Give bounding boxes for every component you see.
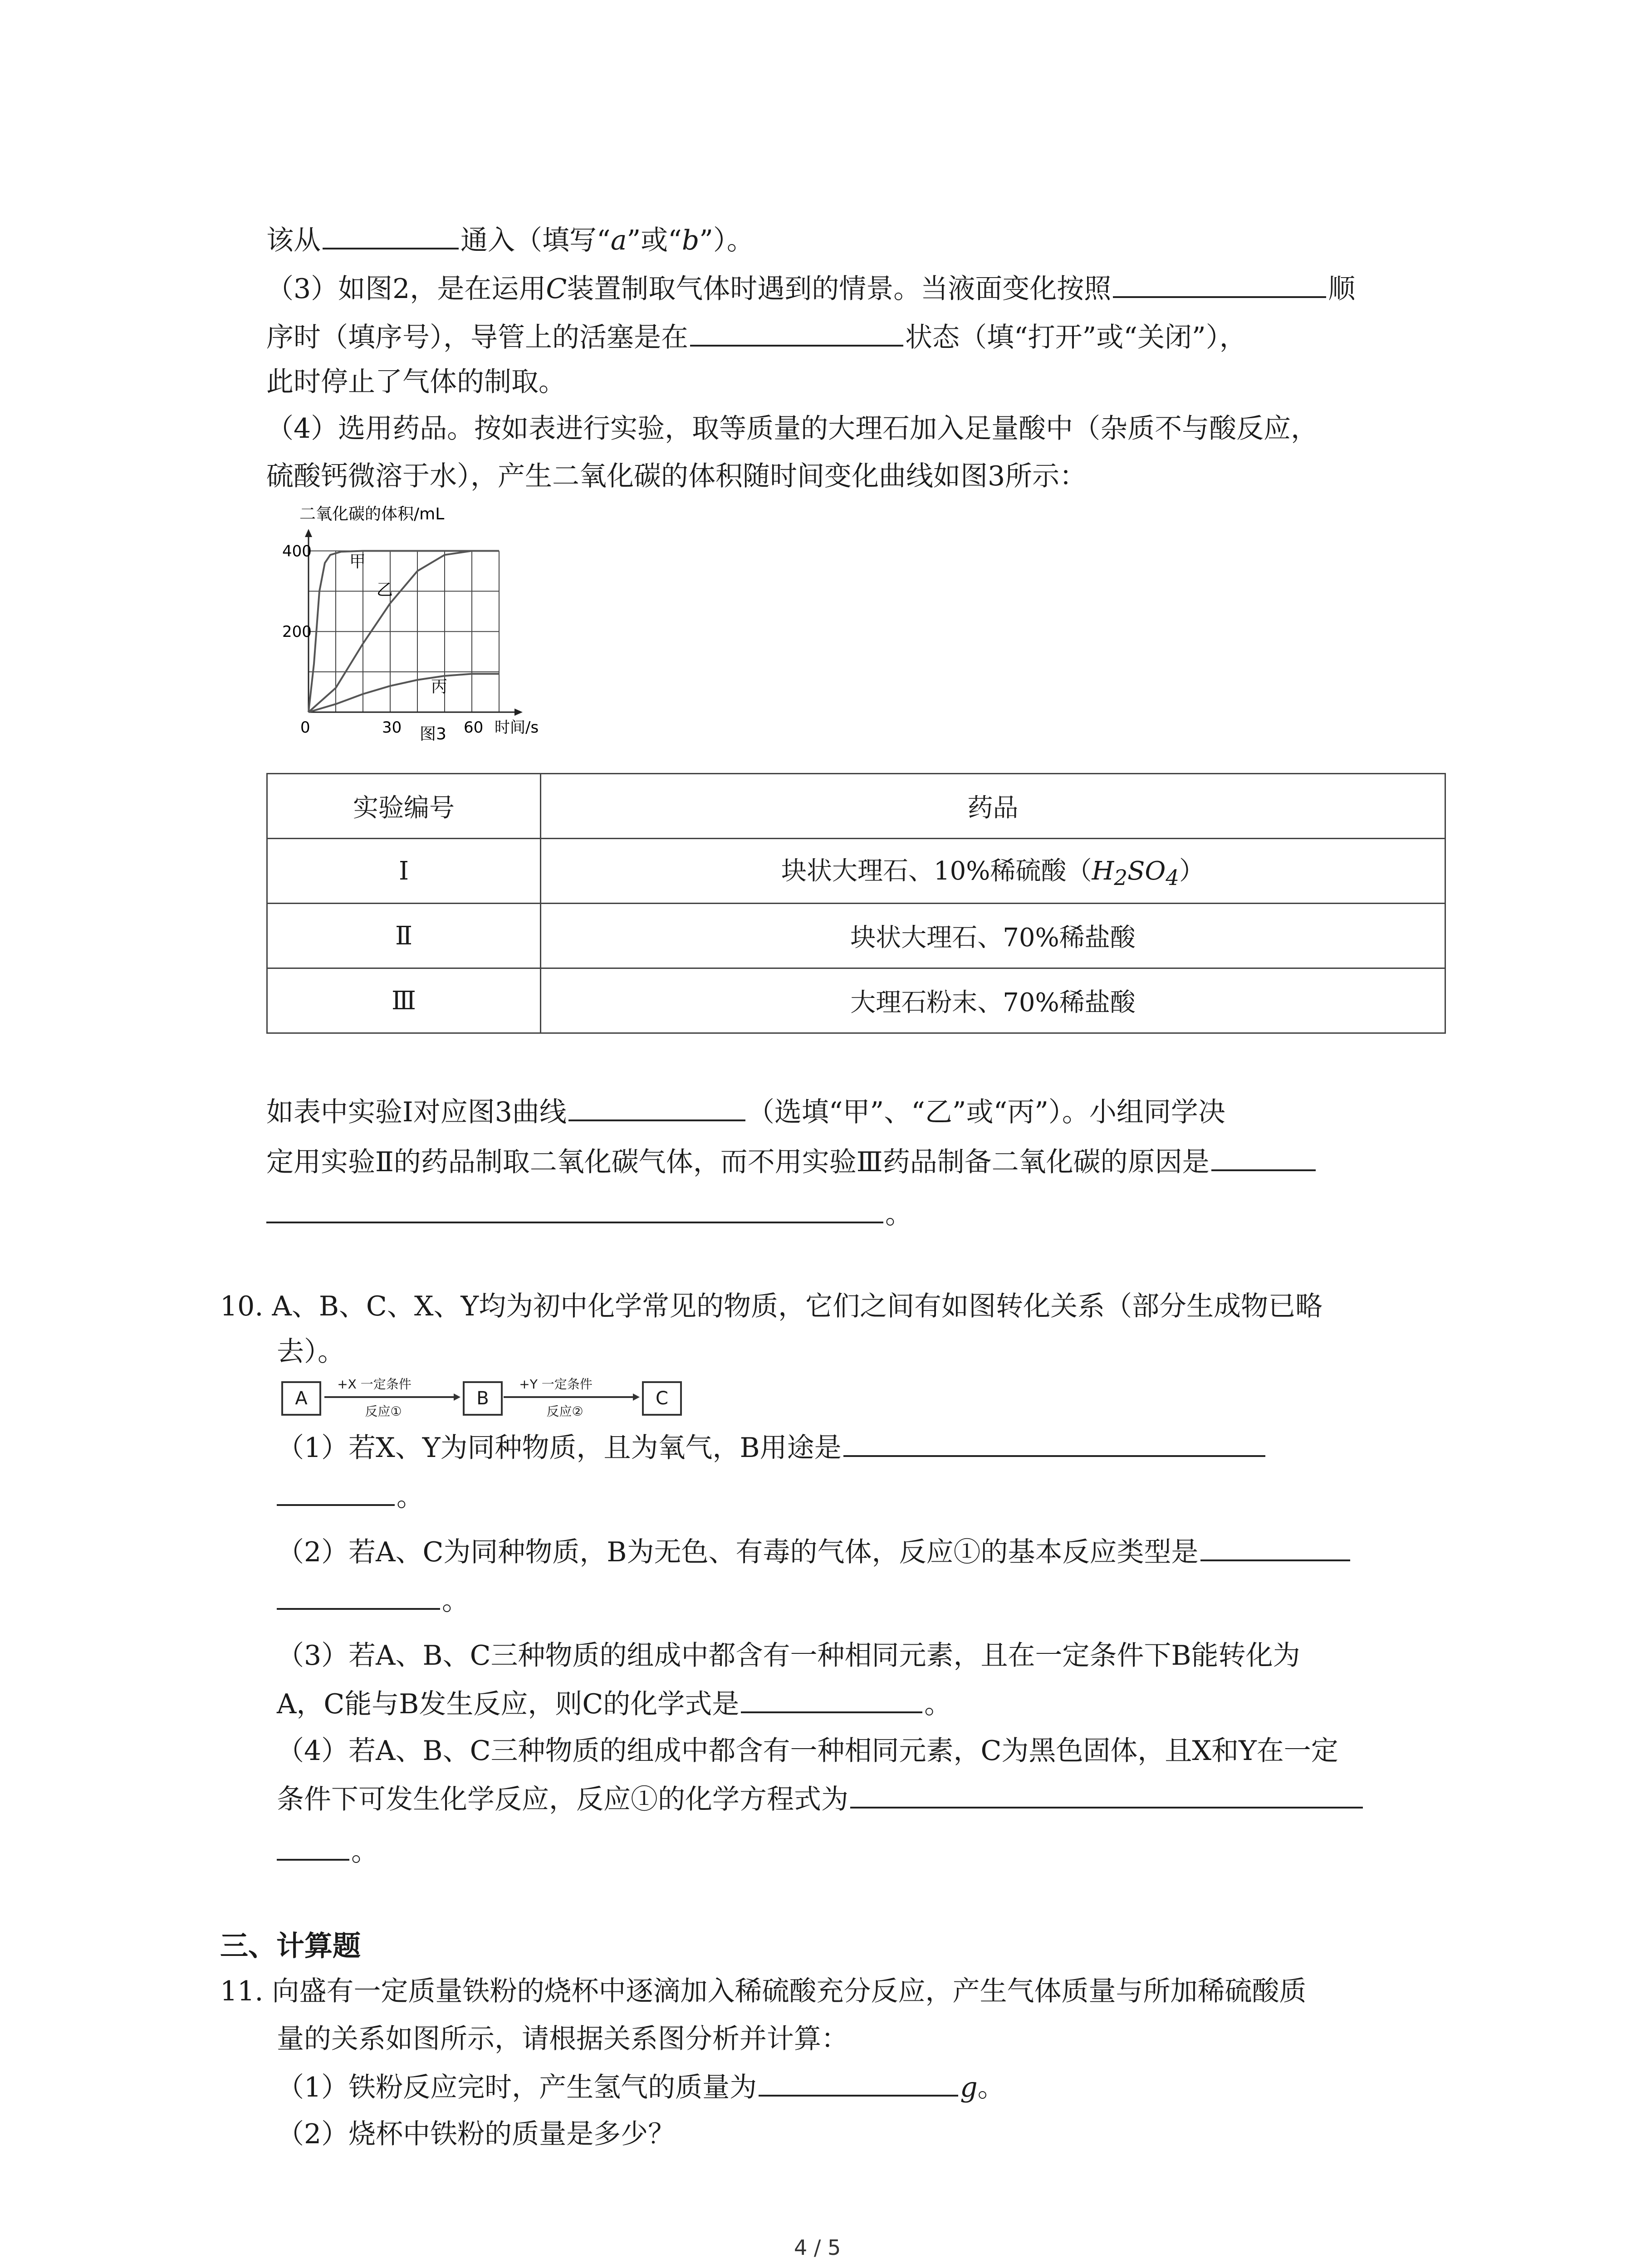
- curve-label: 乙: [377, 581, 393, 600]
- text: 向盛有一定质量铁粉的烧杯中逐滴加入稀硫酸充分反应，产生气体质量与所加稀硫酸质: [272, 1975, 1307, 2007]
- answer-blank[interactable]: [759, 2068, 958, 2097]
- page-number: 4 / 5: [794, 2235, 841, 2260]
- answer-blank[interactable]: [568, 1093, 745, 1121]
- text: 顺: [1328, 273, 1356, 305]
- q10-sub1-end: [277, 1478, 424, 1515]
- answer-blank[interactable]: [277, 1833, 349, 1861]
- text: 。: [885, 1198, 912, 1230]
- text: 。: [442, 1585, 469, 1617]
- reaction2-label: 反应②: [546, 1404, 583, 1419]
- answer-blank[interactable]: [277, 1478, 395, 1506]
- x-tick-label: 0: [300, 719, 310, 737]
- text: C: [546, 273, 567, 305]
- x-tick-label: 30: [382, 719, 402, 737]
- drug-table: [266, 773, 1446, 1034]
- text: 块状大理石、10%稀硫酸（: [781, 856, 1092, 886]
- x-axis-label: 时间/s: [495, 719, 539, 737]
- q9-part3-line2: [266, 318, 1247, 356]
- q9-part4-line1: （4）选用药品。按如表进行实验，取等质量的大理石加入足量酸中（杂质不与酸反应，: [266, 413, 1318, 445]
- text: 定用实验Ⅱ的药品制取二氧化碳气体，而不用实验Ⅲ药品制备二氧化碳的原因是: [266, 1146, 1210, 1178]
- text: 状态（填“打开”或“关闭”），: [905, 322, 1247, 353]
- table-row: [267, 839, 1445, 904]
- q9-part3-line3: 此时停止了气体的制取。: [266, 366, 566, 398]
- header-drug: 药品: [541, 774, 1445, 839]
- y-axis-arrow: [305, 529, 312, 537]
- answer-blank[interactable]: [690, 318, 903, 347]
- text: （1）铁粉反应完时，产生氢气的质量为: [277, 2072, 757, 2103]
- q10-stem-line1: [220, 1288, 1323, 1325]
- q11-stem-line1: [220, 1973, 1307, 2009]
- q9-part3-line1: [266, 270, 1355, 307]
- answer-blank[interactable]: [1211, 1143, 1316, 1171]
- arrow-icon: [504, 1393, 640, 1402]
- curve-label: 甲: [349, 552, 366, 571]
- x-tick-label: 60: [464, 719, 484, 737]
- q11-sub1: [277, 2068, 1005, 2106]
- drug-cell: [541, 839, 1445, 904]
- table-row: [267, 968, 1445, 1033]
- arrow-icon: [324, 1393, 460, 1402]
- formula: SO: [1127, 856, 1166, 886]
- text: 。: [977, 2072, 1005, 2103]
- q10-sub2-end: [277, 1582, 469, 1619]
- figure-3-chart: [281, 499, 590, 771]
- box-b: B: [463, 1381, 503, 1416]
- text: ”）。: [699, 225, 754, 256]
- q9-part4-line2: 硫酸钙微溶于水），产生二氧化碳的体积随时间变化曲线如图3所示：: [266, 460, 1087, 492]
- text: （选填“甲”、“乙”或“丙”）。小组同学决: [747, 1096, 1225, 1128]
- q10-sub3-line1: （3）若A、B、C三种物质的组成中都含有一种相同元素，且在一定条件下B能转化为: [277, 1640, 1300, 1672]
- option-a: a: [610, 225, 627, 256]
- unit: g: [960, 2072, 978, 2103]
- q9-after-line1: [266, 1093, 1225, 1130]
- text: 条件下可发生化学反应，反应①的化学方程式为: [277, 1784, 848, 1815]
- q11-stem-line2: 量的关系如图所示，请根据关系图分析并计算：: [277, 2023, 848, 2055]
- q10-sub4-line2: [277, 1780, 1365, 1818]
- drug-cell: 大理石粉末、70%稀盐酸: [541, 968, 1445, 1033]
- q9-cont-line: [266, 221, 754, 259]
- answer-blank[interactable]: [277, 1582, 440, 1610]
- text: 。: [924, 1688, 952, 1720]
- text: A、B、C、X、Y均为初中化学常见的物质，它们之间有如图转化关系（部分生成物已略: [272, 1290, 1323, 1322]
- answer-blank[interactable]: [323, 221, 459, 249]
- exp-id: Ⅰ: [267, 839, 541, 904]
- table-row: [267, 904, 1445, 968]
- formula: H: [1092, 856, 1114, 886]
- table-header-row: [267, 774, 1445, 839]
- text: 。: [397, 1481, 424, 1513]
- q10-sub2: [277, 1533, 1352, 1570]
- text: （1）若X、Y为同种物质，且为氧气，B用途是: [277, 1432, 842, 1464]
- y-tick-label: 400: [282, 542, 312, 561]
- drug-cell: 块状大理石、70%稀盐酸: [541, 904, 1445, 968]
- y-axis-label: 二氧化碳的体积/mL: [299, 505, 445, 523]
- q10-stem-line2: 去）。: [277, 1336, 345, 1368]
- header-exp-no: 实验编号: [267, 774, 541, 839]
- answer-blank[interactable]: [850, 1780, 1363, 1809]
- text: （3）如图2，是在运用: [266, 273, 546, 305]
- text: 。: [351, 1836, 378, 1867]
- reaction1-condition: +X 一定条件: [337, 1377, 411, 1392]
- exp-id: Ⅲ: [267, 968, 541, 1033]
- text: 装置制取气体时遇到的情景。当液面变化按照: [567, 273, 1112, 305]
- reaction1-label: 反应①: [365, 1404, 402, 1419]
- chart-ticks: [282, 542, 539, 737]
- text: 序时（填序号），导管上的活塞是在: [266, 322, 688, 353]
- q10-sub3-line2: [277, 1685, 951, 1722]
- chart-axes: [305, 529, 523, 716]
- answer-blank[interactable]: [1200, 1533, 1350, 1561]
- text: 通入（填写“: [460, 225, 611, 256]
- x-axis-arrow: [514, 709, 523, 716]
- subscript: 2: [1114, 866, 1128, 891]
- question-number: 11.: [220, 1975, 264, 2007]
- answer-blank[interactable]: [843, 1429, 1265, 1457]
- q10-sub4-end: [277, 1833, 378, 1870]
- curve-label: 丙: [431, 677, 448, 696]
- text: 该从: [266, 225, 321, 256]
- series-line: [309, 674, 499, 712]
- figure-caption: 图3: [420, 725, 446, 743]
- exp-id: Ⅱ: [267, 904, 541, 968]
- subscript: 4: [1166, 866, 1179, 891]
- y-tick-label: 200: [282, 623, 312, 641]
- q9-after-line3: [266, 1195, 912, 1232]
- answer-blank[interactable]: [266, 1195, 883, 1223]
- answer-blank[interactable]: [741, 1685, 922, 1713]
- q10-sub4-line1: （4）若A、B、C三种物质的组成中都含有一种相同元素，C为黑色固体，且X和Y在一定: [277, 1735, 1338, 1767]
- q9-after-line2: [266, 1143, 1318, 1180]
- text: ”或“: [627, 225, 682, 256]
- text: ）: [1179, 856, 1205, 886]
- chart-grid: [309, 551, 499, 712]
- reaction2-condition: +Y 一定条件: [519, 1377, 593, 1392]
- text: （2）若A、C为同种物质，B为无色、有毒的气体，反应①的基本反应类型是: [277, 1536, 1199, 1568]
- answer-blank[interactable]: [1113, 270, 1326, 298]
- question-number: 10.: [220, 1290, 264, 1322]
- q10-sub1: [277, 1429, 1267, 1466]
- text: A，C能与B发生反应，则C的化学式是: [277, 1688, 740, 1720]
- option-b: b: [681, 225, 700, 256]
- section-title: 三、计算题: [220, 1929, 361, 1962]
- box-a: A: [281, 1381, 321, 1416]
- q11-sub2: （2）烧杯中铁粉的质量是多少？: [277, 2118, 676, 2150]
- box-c: C: [642, 1381, 682, 1416]
- text: 如表中实验Ⅰ对应图3曲线: [266, 1096, 567, 1128]
